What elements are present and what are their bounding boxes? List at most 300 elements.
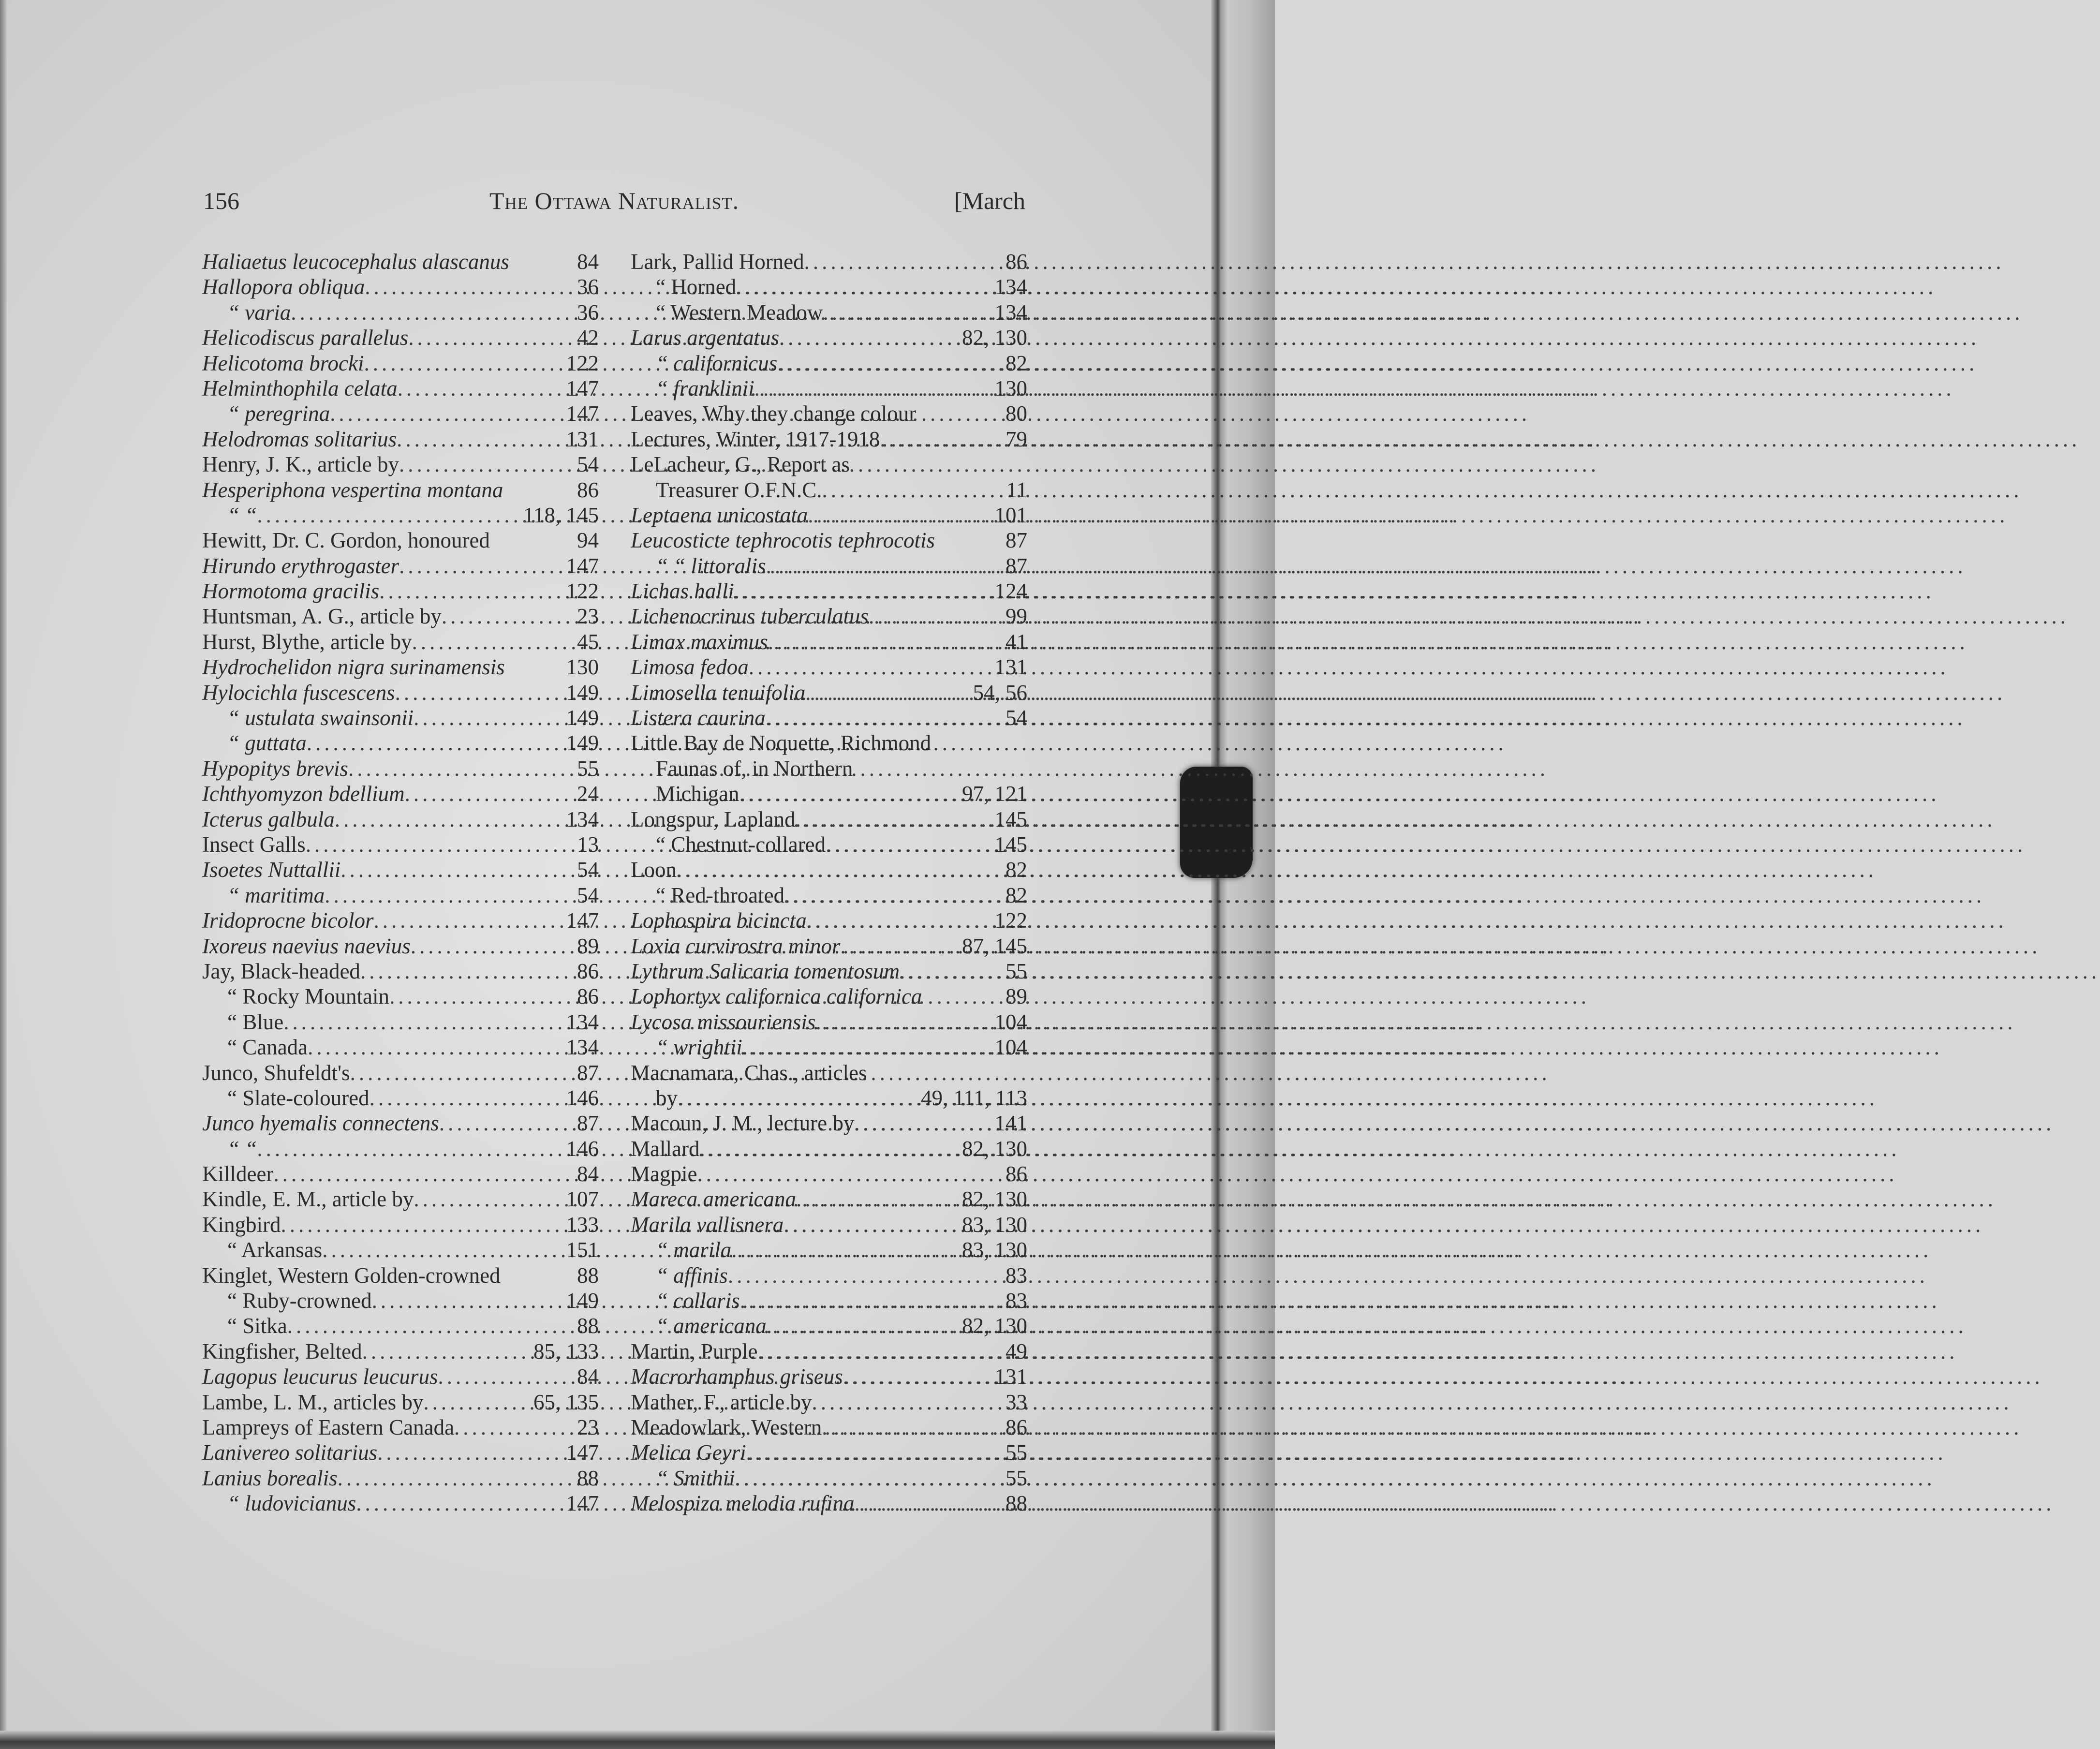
dot-leader: [804, 249, 1002, 274]
index-term: Hormotoma gracilis: [202, 579, 380, 604]
index-term: Loon: [631, 858, 677, 882]
index-entry: [631, 1136, 1027, 1161]
index-entry: [631, 553, 1027, 578]
page-reference: 122: [566, 579, 599, 604]
index-term: “ americana: [656, 1314, 767, 1338]
page-reference: 86: [1006, 1162, 1027, 1186]
dot-leader: [439, 1111, 573, 1136]
page-reference: 134: [566, 1009, 599, 1034]
index-entry: [631, 908, 1027, 933]
index-term: Lophospira bicincta: [631, 908, 807, 933]
index-term: Lycosa missouriensis: [631, 1009, 816, 1034]
index-entry: [631, 1111, 1027, 1136]
page-reference: 146: [566, 1136, 599, 1161]
index-entry: [631, 857, 1027, 882]
index-term: “ peregrina: [227, 401, 330, 426]
index-entry: [202, 654, 599, 680]
page-reference: 141: [994, 1111, 1027, 1136]
journal-title: The Ottawa Naturalist.: [489, 187, 739, 214]
dot-leader: [287, 1313, 573, 1338]
index-term: Iridoprocne bicolor: [202, 908, 374, 933]
index-entry: [631, 654, 1027, 680]
page-reference: 149: [566, 706, 599, 730]
index-term: “ marila: [656, 1238, 732, 1262]
page-reference: 54: [1006, 706, 1027, 730]
page-reference: 145: [994, 832, 1027, 857]
page-reference: 88: [577, 1466, 599, 1490]
dot-leader: [740, 1288, 1002, 1313]
index-term: Treasurer O.F.N.C.: [656, 477, 822, 502]
index-entry: [631, 1186, 1027, 1212]
index-term: Hurst, Blythe, article by: [202, 629, 412, 654]
dot-leader: [365, 274, 573, 299]
index-term: LeLacheur, G., Report as: [631, 452, 850, 477]
index-entry: [202, 857, 599, 882]
index-entry: [202, 1009, 599, 1035]
page-reference: 55: [577, 756, 599, 781]
dot-leader: [840, 934, 958, 959]
dot-leader: [822, 1415, 1002, 1440]
dot-leader: [796, 1186, 958, 1212]
page-reference: 54, 56: [973, 680, 1027, 705]
index-term: Macnamara, Chas., articles: [631, 1060, 867, 1085]
index-entry: [202, 325, 599, 350]
index-term: Michigan: [656, 782, 739, 806]
page-reference: 88: [577, 1263, 599, 1288]
index-entry: [631, 503, 1027, 528]
dot-leader: [389, 984, 573, 1009]
index-term: Kingfisher, Belted: [202, 1339, 362, 1364]
page-reference: 82, 130: [962, 1136, 1027, 1161]
page-reference: 55: [1006, 1440, 1027, 1465]
page-reference: 42: [577, 326, 599, 350]
index-entry: [202, 528, 599, 553]
index-entry: [202, 401, 599, 426]
page-reference: 83: [1006, 1263, 1027, 1288]
index-term: Lambe, L. M., articles by: [202, 1390, 424, 1414]
index-entry: [202, 908, 599, 933]
page-reference: 131: [566, 427, 599, 451]
page-reference: 82, 130: [962, 1187, 1027, 1212]
dot-leader: [348, 756, 573, 781]
index-term: Helminthophila celata: [202, 376, 398, 400]
index-term: Hesperiphona vespertina montana: [202, 477, 503, 502]
page-reference: 149: [566, 1289, 599, 1313]
index-term: Martin, Purple: [631, 1339, 758, 1364]
dot-leader: [807, 908, 991, 933]
dot-leader: [340, 857, 573, 882]
index-term: Hydrochelidon nigra surinamensis: [202, 655, 505, 680]
dot-leader: [374, 908, 562, 933]
dot-leader: [398, 376, 562, 401]
dot-leader: [784, 883, 1002, 908]
dot-leader: [377, 1440, 562, 1465]
dot-leader: [442, 604, 573, 629]
dot-leader: [257, 1136, 562, 1161]
page-reference: 65, 135: [533, 1390, 599, 1414]
page-reference: 86: [577, 959, 599, 983]
page-reference: 85, 133: [533, 1339, 599, 1364]
page-reference: 145: [994, 807, 1027, 831]
page-reference: 55: [1006, 1466, 1027, 1490]
index-entry: [202, 604, 599, 629]
dot-leader: [283, 1009, 562, 1035]
index-entry: [631, 1491, 1027, 1516]
page-reference: 54: [577, 858, 599, 882]
index-entry: [202, 1313, 599, 1338]
index-term: Macrorhamphus griseus: [631, 1364, 843, 1389]
page-reference: 82, 130: [962, 326, 1027, 350]
index-entry: [631, 959, 1027, 984]
dot-leader: [438, 1364, 574, 1389]
index-entry: [202, 1060, 599, 1085]
page-reference: 82: [1006, 883, 1027, 907]
index-entry: [631, 274, 1027, 299]
index-term: Limosa fedoa: [631, 655, 749, 680]
page-reference: 36: [577, 275, 599, 299]
page-reference: 97, 121: [962, 782, 1027, 806]
page-reference: 94: [577, 528, 599, 553]
index-entry: [631, 756, 1027, 781]
index-entry: [202, 300, 599, 325]
index-term: Leptaena unicostata: [631, 503, 808, 527]
index-term: Meadowlark, Western: [631, 1415, 822, 1439]
page-reference: 86: [1006, 250, 1027, 274]
dot-leader: [330, 401, 562, 426]
dot-leader: [335, 807, 562, 832]
index-term: “ guttata: [227, 731, 307, 756]
index-term: “ Rocky Mountain: [227, 984, 389, 1009]
index-entry: [202, 1491, 599, 1516]
index-entry: [631, 1288, 1027, 1313]
index-entry: [631, 807, 1027, 832]
page-reference: 147: [566, 376, 599, 400]
page-reference: 84: [577, 1162, 599, 1186]
index-entry: [631, 984, 1027, 1009]
index-term: “ ustulata swainsonii: [227, 706, 414, 730]
index-entry: [631, 1060, 1027, 1085]
index-entry: [202, 1085, 599, 1111]
index-term: Kinglet, Western Golden-crowned: [202, 1263, 501, 1288]
index-entry: [631, 883, 1027, 908]
index-entry: [202, 1212, 599, 1237]
index-entry: [631, 1263, 1027, 1288]
index-term: “ Arkansas: [227, 1238, 323, 1262]
page-reference: 83, 130: [962, 1212, 1027, 1237]
page-reference: 122: [566, 351, 599, 375]
dot-leader: [766, 553, 1002, 578]
index-term: Mareca americana: [631, 1187, 796, 1212]
dot-leader: [338, 1466, 573, 1491]
page-bottom-edge: [0, 1731, 1275, 1749]
page-reference: 134: [566, 807, 599, 831]
index-term: Lampreys of Eastern Canada: [202, 1415, 455, 1439]
dot-leader: [306, 832, 573, 857]
dot-leader: [754, 376, 991, 401]
index-entry: [202, 1415, 599, 1440]
page-number: 156: [203, 187, 239, 214]
index-entry: [202, 883, 599, 908]
index-entry: [631, 705, 1027, 730]
index-term: Listera caurina: [631, 706, 766, 730]
dot-leader: [736, 274, 991, 299]
index-term: Junco hyemalis connectens: [202, 1111, 439, 1136]
page-reference: 104: [994, 1035, 1027, 1060]
index-term: Lichas halli: [631, 579, 734, 604]
dot-leader: [731, 1237, 958, 1262]
index-entry: [631, 1085, 1027, 1111]
index-entry: [631, 427, 1027, 452]
dot-leader: [735, 1466, 1002, 1491]
index-term: “ Canada: [227, 1035, 308, 1060]
dot-leader: [395, 680, 562, 705]
dot-leader: [414, 705, 562, 730]
dot-leader: [869, 604, 1002, 629]
index-entry: [631, 1009, 1027, 1035]
index-entry: [631, 1212, 1027, 1237]
page-reference: 80: [1006, 401, 1027, 426]
index-term: Melospiza melodia rufina: [631, 1491, 855, 1516]
index-entry: [631, 1390, 1027, 1415]
index-entry: [202, 1364, 599, 1389]
index-term: Henry, J. K., article by: [202, 452, 399, 477]
dot-leader: [677, 857, 1002, 882]
index-entry: [202, 984, 599, 1009]
page-reference: 49: [1006, 1339, 1027, 1364]
running-header: [203, 184, 1025, 218]
page-reference: 130: [566, 655, 599, 680]
index-entry: [202, 1466, 599, 1491]
index-term: “ collaris: [656, 1289, 740, 1313]
page-reference: 87: [577, 1111, 599, 1136]
dot-leader: [322, 1237, 562, 1262]
dot-leader: [281, 1212, 562, 1237]
dot-leader: [454, 1415, 573, 1440]
index-entry: [202, 1136, 599, 1161]
index-term: “ franklinii: [656, 376, 754, 400]
dot-leader: [812, 1390, 1002, 1415]
page-reference: 41: [1006, 629, 1027, 654]
index-term: Helicotoma brocki: [202, 351, 364, 375]
page-reference: 86: [577, 984, 599, 1009]
index-term: Haliaetus leucocephalus alascanus: [202, 250, 509, 274]
index-entry: [631, 325, 1027, 350]
index-term: Helodromas solitarius: [202, 427, 397, 451]
dot-leader: [307, 730, 562, 756]
index-term: Killdeer: [202, 1162, 274, 1186]
page-reference: 131: [994, 655, 1027, 680]
index-entry: [202, 427, 599, 452]
index-term: “ Chestnut-collared: [656, 832, 826, 857]
page-reference: 147: [566, 1491, 599, 1516]
index-term: Kindle, E. M., article by: [202, 1187, 414, 1212]
page-reference: 147: [566, 553, 599, 578]
page-reference: 23: [577, 1415, 599, 1439]
index-term: Macoun, J. M., lecture by: [631, 1111, 855, 1136]
dot-leader: [364, 351, 562, 376]
index-term: “ Smithii: [656, 1466, 735, 1490]
dot-leader: [746, 1440, 1002, 1465]
page-reference: 82: [1006, 858, 1027, 882]
page-reference: 131: [994, 1364, 1027, 1389]
index-term: Insect Galls: [202, 832, 306, 857]
index-term: Hylocichla fuscescens: [202, 680, 395, 705]
index-entry: [631, 1035, 1027, 1060]
index-entry: [202, 452, 599, 477]
page-reference: 134: [566, 1035, 599, 1060]
page-reference: 149: [566, 731, 599, 756]
page-reference: 133: [566, 1212, 599, 1237]
index-term: Lark, Pallid Horned: [631, 250, 804, 274]
index-term: Mather, F., article by: [631, 1390, 812, 1414]
page-reference: 82, 130: [962, 1314, 1027, 1338]
index-term: Lophortyx californica californica: [631, 984, 922, 1009]
index-column-right: [631, 249, 1027, 1516]
page-reference: 87: [1006, 528, 1027, 553]
index-term: Isoetes Nuttallii: [202, 858, 341, 882]
page-reference: 104: [994, 1009, 1027, 1034]
index-term: “ ludovicianus: [227, 1491, 356, 1516]
dot-leader: [699, 1136, 958, 1161]
page-reference: 87: [1006, 553, 1027, 578]
dot-leader: [411, 934, 573, 959]
page-left-edge: [0, 0, 7, 1749]
dot-leader: [308, 1035, 562, 1060]
index-entry: [202, 1161, 599, 1186]
index-entry: [202, 1288, 599, 1313]
page-reference: 79: [1006, 427, 1027, 451]
index-term: Lythrum Salicaria tomentosum: [631, 959, 900, 983]
page-reference: 54: [577, 452, 599, 477]
page-reference: 13: [577, 832, 599, 857]
page-reference: 124: [994, 579, 1027, 604]
dot-leader: [767, 1313, 958, 1338]
index-entry: [631, 1161, 1027, 1186]
page-reference: 87: [577, 1060, 599, 1085]
index-entry: [631, 300, 1027, 325]
index-term: Mallard: [631, 1136, 700, 1161]
index-entry: [202, 1035, 599, 1060]
index-term: Magpie: [631, 1162, 697, 1186]
index-column-left: [202, 249, 599, 1516]
index-entry: [202, 1390, 599, 1415]
dot-leader: [823, 300, 991, 325]
index-entry: [202, 832, 599, 857]
page-reference: 89: [577, 934, 599, 958]
index-entry: [202, 705, 599, 730]
dot-leader: [854, 1491, 1002, 1516]
index-entry: [202, 553, 599, 578]
page-reference: 84: [577, 250, 599, 274]
page-reference: 49, 111, 113: [921, 1085, 1027, 1110]
dot-leader: [372, 1288, 562, 1313]
page-reference: 82: [1006, 351, 1027, 375]
index-term: Hypopitys brevis: [202, 756, 349, 781]
index-entry: [202, 680, 599, 705]
index-term: “ californicus: [656, 351, 778, 375]
dot-leader: [360, 959, 573, 984]
page-reference: 84: [577, 1364, 599, 1389]
dot-leader: [399, 553, 562, 578]
index-entry: [202, 1111, 599, 1136]
index-entry: [202, 1186, 599, 1212]
page-reference: 23: [577, 604, 599, 629]
index-entry: [631, 1364, 1027, 1389]
dot-leader: [880, 427, 1002, 452]
dot-leader: [257, 503, 519, 528]
page-reference: 54: [577, 883, 599, 907]
index-entry: [202, 934, 599, 959]
index-term: “ “ littoralis: [656, 553, 766, 578]
page-reference: 55: [1006, 959, 1027, 983]
index-entry: [202, 756, 599, 781]
page-reference: 147: [566, 401, 599, 426]
index-term: Leucosticte tephrocotis tephrocotis: [631, 528, 935, 553]
index-term: “ Slate-coloured: [227, 1085, 370, 1110]
dot-leader: [826, 832, 991, 857]
index-entry: [202, 629, 599, 654]
page-reference: 101: [994, 503, 1027, 527]
index-term: “ affinis: [656, 1263, 728, 1288]
index-entry: [631, 1339, 1027, 1364]
dot-leader: [815, 1009, 991, 1035]
page-reference: 36: [577, 300, 599, 325]
index-entry: [202, 1440, 599, 1465]
index-entry: [631, 376, 1027, 401]
dot-leader: [757, 1339, 1002, 1364]
dot-leader: [768, 629, 1002, 654]
index-term: Kingbird: [202, 1212, 281, 1237]
page-reference: 83, 130: [962, 1238, 1027, 1262]
dot-leader: [822, 477, 1002, 503]
dot-leader: [805, 680, 969, 705]
index-entry: [202, 351, 599, 376]
index-term: Loxia curvirostra minor: [631, 934, 841, 958]
index-entry: [631, 1313, 1027, 1338]
page-reference: 134: [994, 275, 1027, 299]
dot-leader: [397, 427, 562, 452]
page-reference: 88: [1006, 1491, 1027, 1516]
dot-leader: [697, 1161, 1002, 1186]
dot-leader: [405, 781, 573, 806]
dot-leader: [325, 883, 573, 908]
dot-leader: [678, 1085, 917, 1111]
index-term: Hallopora obliqua: [202, 275, 365, 299]
page-reference: 87, 145: [962, 934, 1027, 958]
index-entry: [631, 934, 1027, 959]
page-reference: 83: [1006, 1289, 1027, 1313]
dot-leader: [777, 351, 1002, 376]
dot-leader: [843, 1364, 991, 1389]
dot-leader: [742, 1035, 991, 1060]
index-entry: [631, 1415, 1027, 1440]
index-term: Lanivereo solitarius: [202, 1440, 378, 1465]
page-reference: 147: [566, 1440, 599, 1465]
index-entry: [202, 274, 599, 299]
page-reference: 134: [994, 300, 1027, 325]
issue-month: [March: [954, 187, 1025, 214]
index-term: Limax maximus: [631, 629, 768, 654]
index-term: “ Blue: [227, 1009, 284, 1034]
page-reference: 122: [994, 908, 1027, 933]
index-entry: [631, 604, 1027, 629]
dot-leader: [370, 1085, 562, 1111]
index-term: “ Red-throated: [656, 883, 785, 907]
index-entry: [631, 528, 1027, 553]
dot-leader: [356, 1491, 562, 1516]
index-term: “ Horned: [656, 275, 737, 299]
dot-leader: [362, 1339, 530, 1364]
